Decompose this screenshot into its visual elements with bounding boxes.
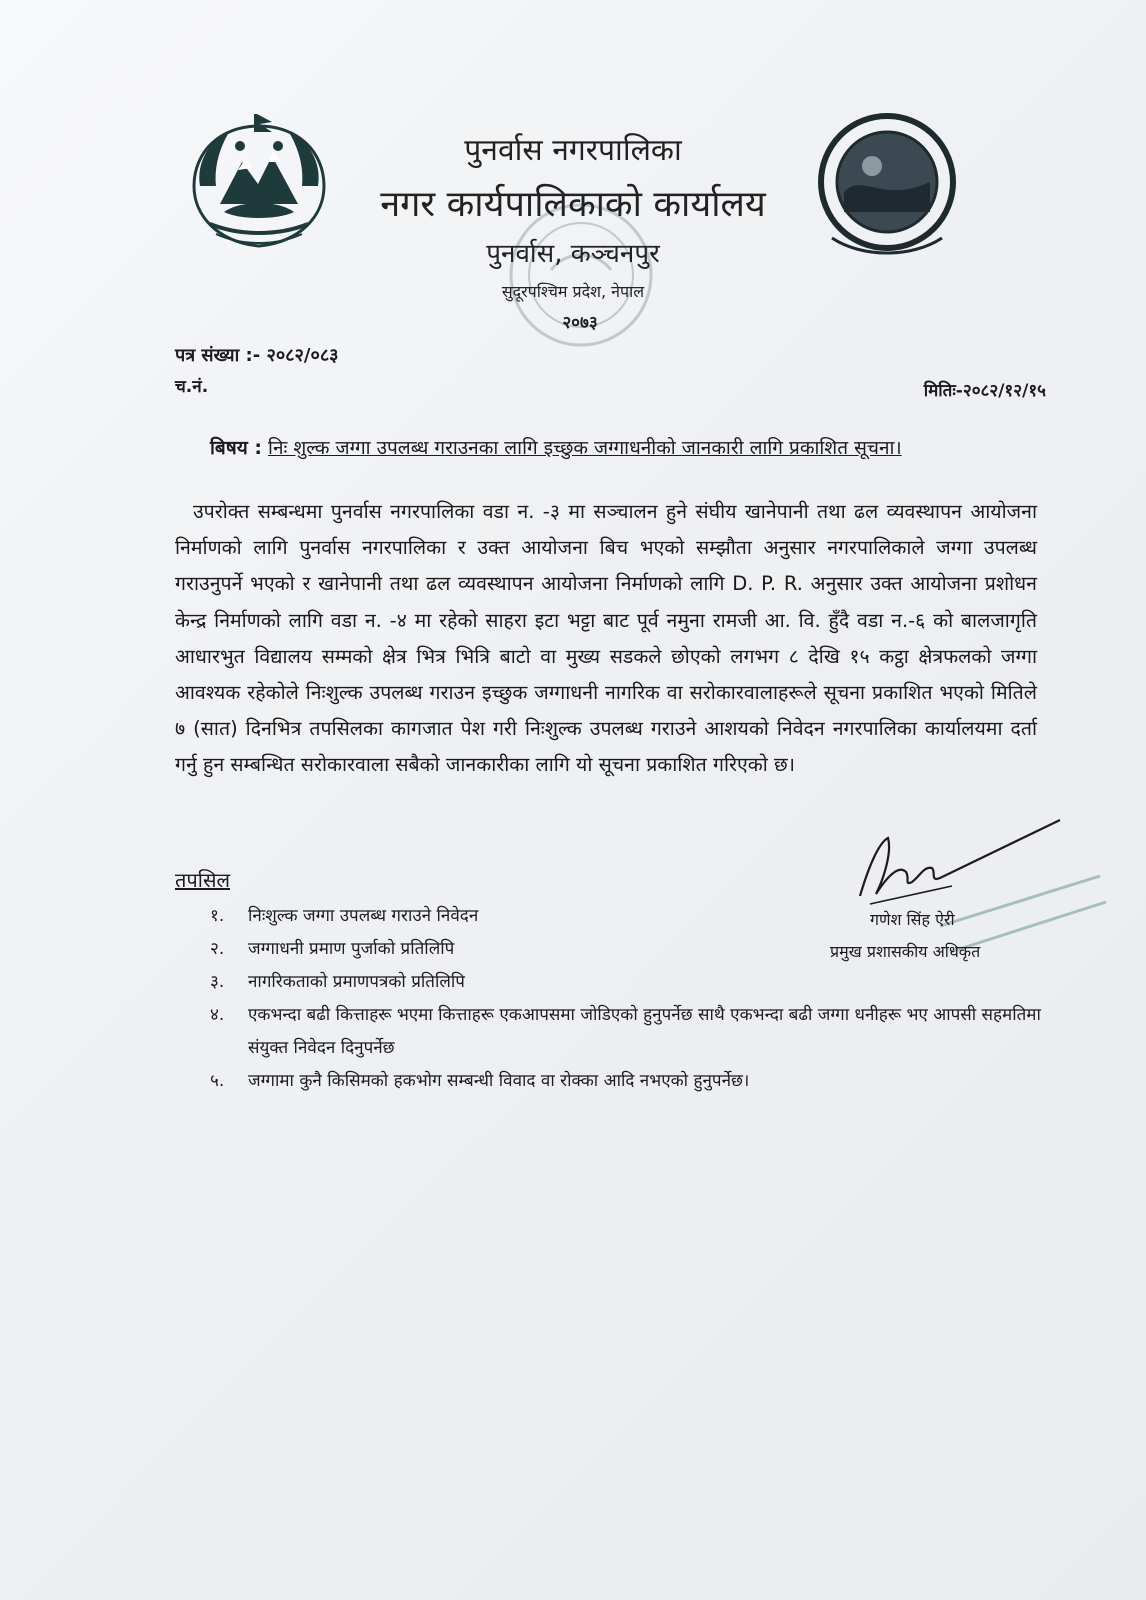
list-item-text: नागरिकताको प्रमाणपत्रको प्रतिलिपि [248, 972, 465, 992]
subject-label: बिषय : [210, 437, 262, 459]
list-item [210, 933, 1060, 966]
list-item [210, 1065, 1060, 1098]
letter-body: उपरोक्त सम्बन्धमा पुनर्वास नगरपालिका वडा न. -३ मा सञ्चालन हुने संघीय खानेपानी तथा ढल व्यवस्थापन आयोजना निर्माणको लागि पुनर्वास नगरपालिका र उक्त आयोजना बिच भएको सम्झौता अनुसार नगरपालिकाले जग्गा उपलब्ध गराउनुपर्ने भएको र खानेपानी तथा ढल व्यवस्थापन आयोजना निर्माणको लागि D. P. R. अनुसार उक्त आयोजना प्रशोधन केन्द्र निर्माणको लागि वडा न. -४ मा रहेको साहरा इटा भट्टा बाट पूर्व नमुना रामजी आ. वि. हुँदै वडा न.-६ को बालजागृति आधारभुत विद्यालय सम्मको क्षेत्र भित्र भित्रि बाटो वा मुख्य सडकले छोएको लगभग ८ देखि १५ कट्ठा क्षेत्रफलको जग्गा आवश्यक रहेकोले निःशुल्क उपलब्ध गराउन इच्छुक जग्गाधनी नागरिक वा सरोकारवालाहरूले सूचना प्रकाशित भएको मितिले ७ (सात) दिनभित्र तपसिलका कागजात पेश गरी निःशुल्क उपलब्ध गराउने आशयको निवेदन नगरपालिका कार्यालयमा दर्ता गर्नु हुन सम्बन्धित सरोकारवाला सबैको जानकारीका लागि यो सूचना प्रकाशित गरिएको छ। [175, 500, 1037, 777]
letter-date [924, 378, 1046, 401]
list-item-number: ३. [210, 972, 225, 992]
signatory-title: प्रमुख प्रशासकीय अधिकृत [830, 942, 981, 961]
subject-text: निः शुल्क जग्गा उपलब्ध गराउनका लागि इच्छुक जग्गाधनीको जानकारी लागि प्रकाशित सूचना। [268, 437, 902, 459]
signatory-name: गणेश सिंह ऐरी [870, 910, 955, 929]
subject-line [210, 434, 902, 460]
annex-list [210, 900, 1060, 1098]
office-address: पुनर्वास, कञ्चनपुर [486, 239, 660, 269]
list-item-text: निःशुल्क जग्गा उपलब्ध गराउने निवेदन [248, 906, 479, 926]
date-label: मितिः- [923, 381, 963, 401]
list-item [210, 966, 1060, 999]
date-value: २०८२/१२/१५ [962, 381, 1046, 401]
list-item-number: २. [210, 939, 225, 959]
office-province: सुदूरपश्चिम प्रदेश, नेपाल [501, 282, 645, 301]
reference-value: २०८२/०८३ [266, 345, 339, 366]
reference-number [175, 343, 339, 367]
dispatch-number-label: च.नं. [175, 377, 209, 397]
list-item-number: ५. [210, 1071, 225, 1091]
list-item [210, 900, 1060, 933]
organization-name: पुनर्वास नगरपालिका [464, 133, 682, 168]
reference-label: पत्र संख्या :- [175, 345, 261, 366]
list-item-text: एकभन्दा बढी कित्ताहरू भएमा कित्ताहरू एकआपसमा जोडिएको हुनुपर्नेछ साथै एकभन्दा बढी जग्गा धनीहरू भए आपसी सहमतिमा संयुक्त निवेदन दिनुपर्नेछ [248, 1005, 1041, 1058]
list-item-number: १. [210, 906, 225, 926]
list-item [210, 999, 1060, 1065]
established-year: २०७३ [562, 313, 598, 333]
list-item-text: जग्गाधनी प्रमाण पुर्जाको प्रतिलिपि [248, 939, 455, 959]
list-item-text: जग्गामा कुनै किसिमको हकभोग सम्बन्धी विवाद वा रोक्का आदि नभएको हुनुपर्नेछ। [248, 1071, 750, 1091]
office-name: नगर कार्यपालिकाको कार्यालय [380, 184, 766, 225]
annex-heading: तपसिल [175, 868, 231, 892]
list-item-number: ४. [210, 1005, 225, 1025]
